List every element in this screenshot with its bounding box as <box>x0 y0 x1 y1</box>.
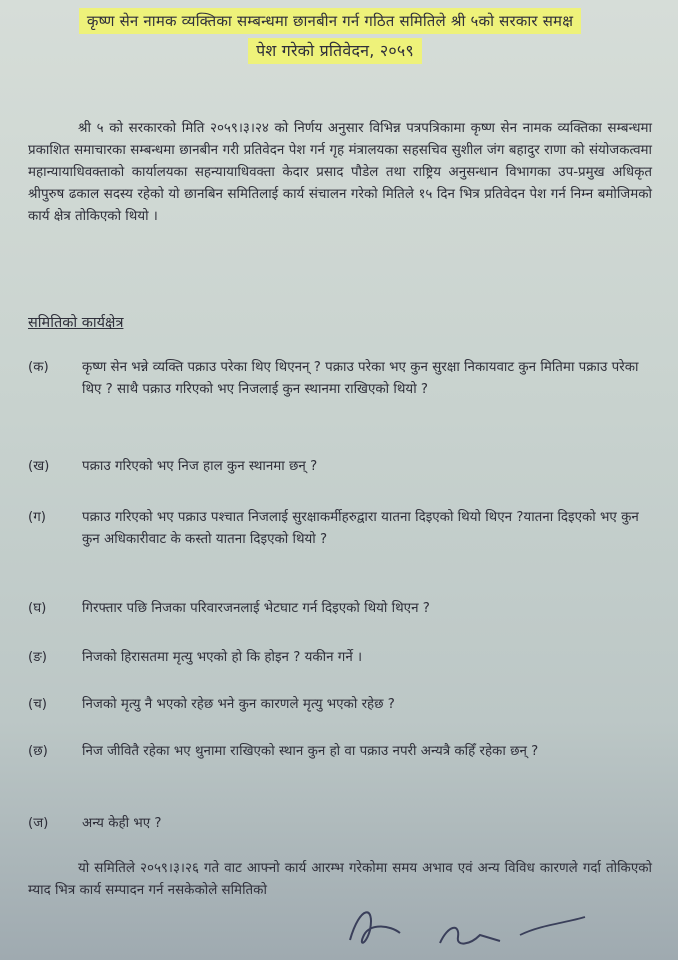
scope-item <box>28 741 648 763</box>
item-marker: (छ) <box>28 744 48 759</box>
handwritten-signature <box>330 895 630 955</box>
item-marker: (घ) <box>28 601 47 616</box>
scope-item <box>28 507 648 551</box>
section-heading: समितिको कार्यक्षेत्र <box>28 315 124 331</box>
item-text: गिरफ्तार पछि निजका परिवारजनलाई भेटघाट गर्न दिइएको थियो थिएन ? <box>82 601 430 616</box>
intro-paragraph: श्री ५ को सरकारको मिति २०५९।३।२४ को निर्णय अनुसार विभिन्न पत्रपत्रिकामा कृष्ण सेन नामक व्यक्तिका सम्बन्धमा प्रकाशित समाचारका सम्बन्धमा छानबीन गरी प्रतिवेदन पेश गर्न गृह मंत्रालयका सहसचिव सुशील जंग बहादुर राणा को संयोजकत्वमा महान्यायाधिवक्ताको कार्यालयका सहन्यायाधिवक्ता केदार प्रसाद पौडेल तथा राष्ट्रिय अनुसन्धान विभागका उप-प्रमुख अधिकृत श्रीपुरुष ढकाल सदस्य रहेको यो छानबिन समितिलाई कार्य संचालन गरेको मितिले १५ दिन भित्र प्रतिवेदन पेश गर्न निम्न बमोजिमको कार्य क्षेत्र तोकिएको थियो । <box>28 121 652 224</box>
item-text: निज जीवितै रहेका भए थुनामा राखिएको स्थान कुन हो वा पक्राउ नपरी अन्यत्रै कहिँ रहेका छन् ? <box>82 744 539 759</box>
item-text: निजको मृत्यु नै भएको रहेछ भने कुन कारणले मृत्यु भएको रहेछ ? <box>82 697 395 712</box>
item-marker: (ख) <box>28 459 50 474</box>
closing-paragraph: यो समितिले २०५९।३।२६ गते वाट आफ्नो कार्य आरम्भ गरेकोमा समय अभाव एवं अन्य विविध कारणले गर्दा तोकिएको म्याद भित्र कार्य सम्पादन गर्न नसकेकोले समितिको <box>28 861 652 898</box>
scope-item <box>28 357 648 401</box>
scope-item <box>28 647 648 669</box>
item-text: पक्राउ गरिएको भए निज हाल कुन स्थानमा छन् ? <box>82 459 318 474</box>
item-marker: (च) <box>28 697 47 712</box>
title-line-2: पेश गरेको प्रतिवेदन, २०५९ <box>248 38 422 64</box>
report-title <box>20 8 650 64</box>
item-marker: (ज) <box>28 816 49 831</box>
scope-item <box>28 456 648 478</box>
scope-item <box>28 598 648 620</box>
scope-item <box>28 694 648 716</box>
scope-item <box>28 813 648 835</box>
item-text: पक्राउ गरिएको भए पक्राउ पश्चात निजलाई सुरक्षाकर्मीहरुद्वारा यातना दिइएको थियो थिएन ?यातना दिइएको भए कुन कुन अधिकारीवाट के कस्तो यातना दिइएको थियो ? <box>82 510 639 547</box>
item-text: अन्य केही भए ? <box>82 816 162 831</box>
item-text: कृष्ण सेन भन्ने व्यक्ति पक्राउ परेका थिए थिएनन् ? पक्राउ परेका भए कुन सुरक्षा निकायवाट कुन मितिमा पक्राउ परेका थिए ? साथै पक्राउ गरिएको भए निजलाई कुन स्थानमा राखिएको थियो ? <box>82 360 639 397</box>
item-marker: (ग) <box>28 510 46 525</box>
item-marker: (क) <box>28 360 49 375</box>
item-marker: (ङ) <box>28 650 47 665</box>
item-text: निजको हिरासतमा मृत्यु भएको हो कि होइन ? यकीन गर्ने । <box>82 650 363 665</box>
title-line-1: कृष्ण सेन नामक व्यक्तिका सम्बन्धमा छानबीन गर्न गठित समितिले श्री ५को सरकार समक्ष <box>79 8 581 34</box>
